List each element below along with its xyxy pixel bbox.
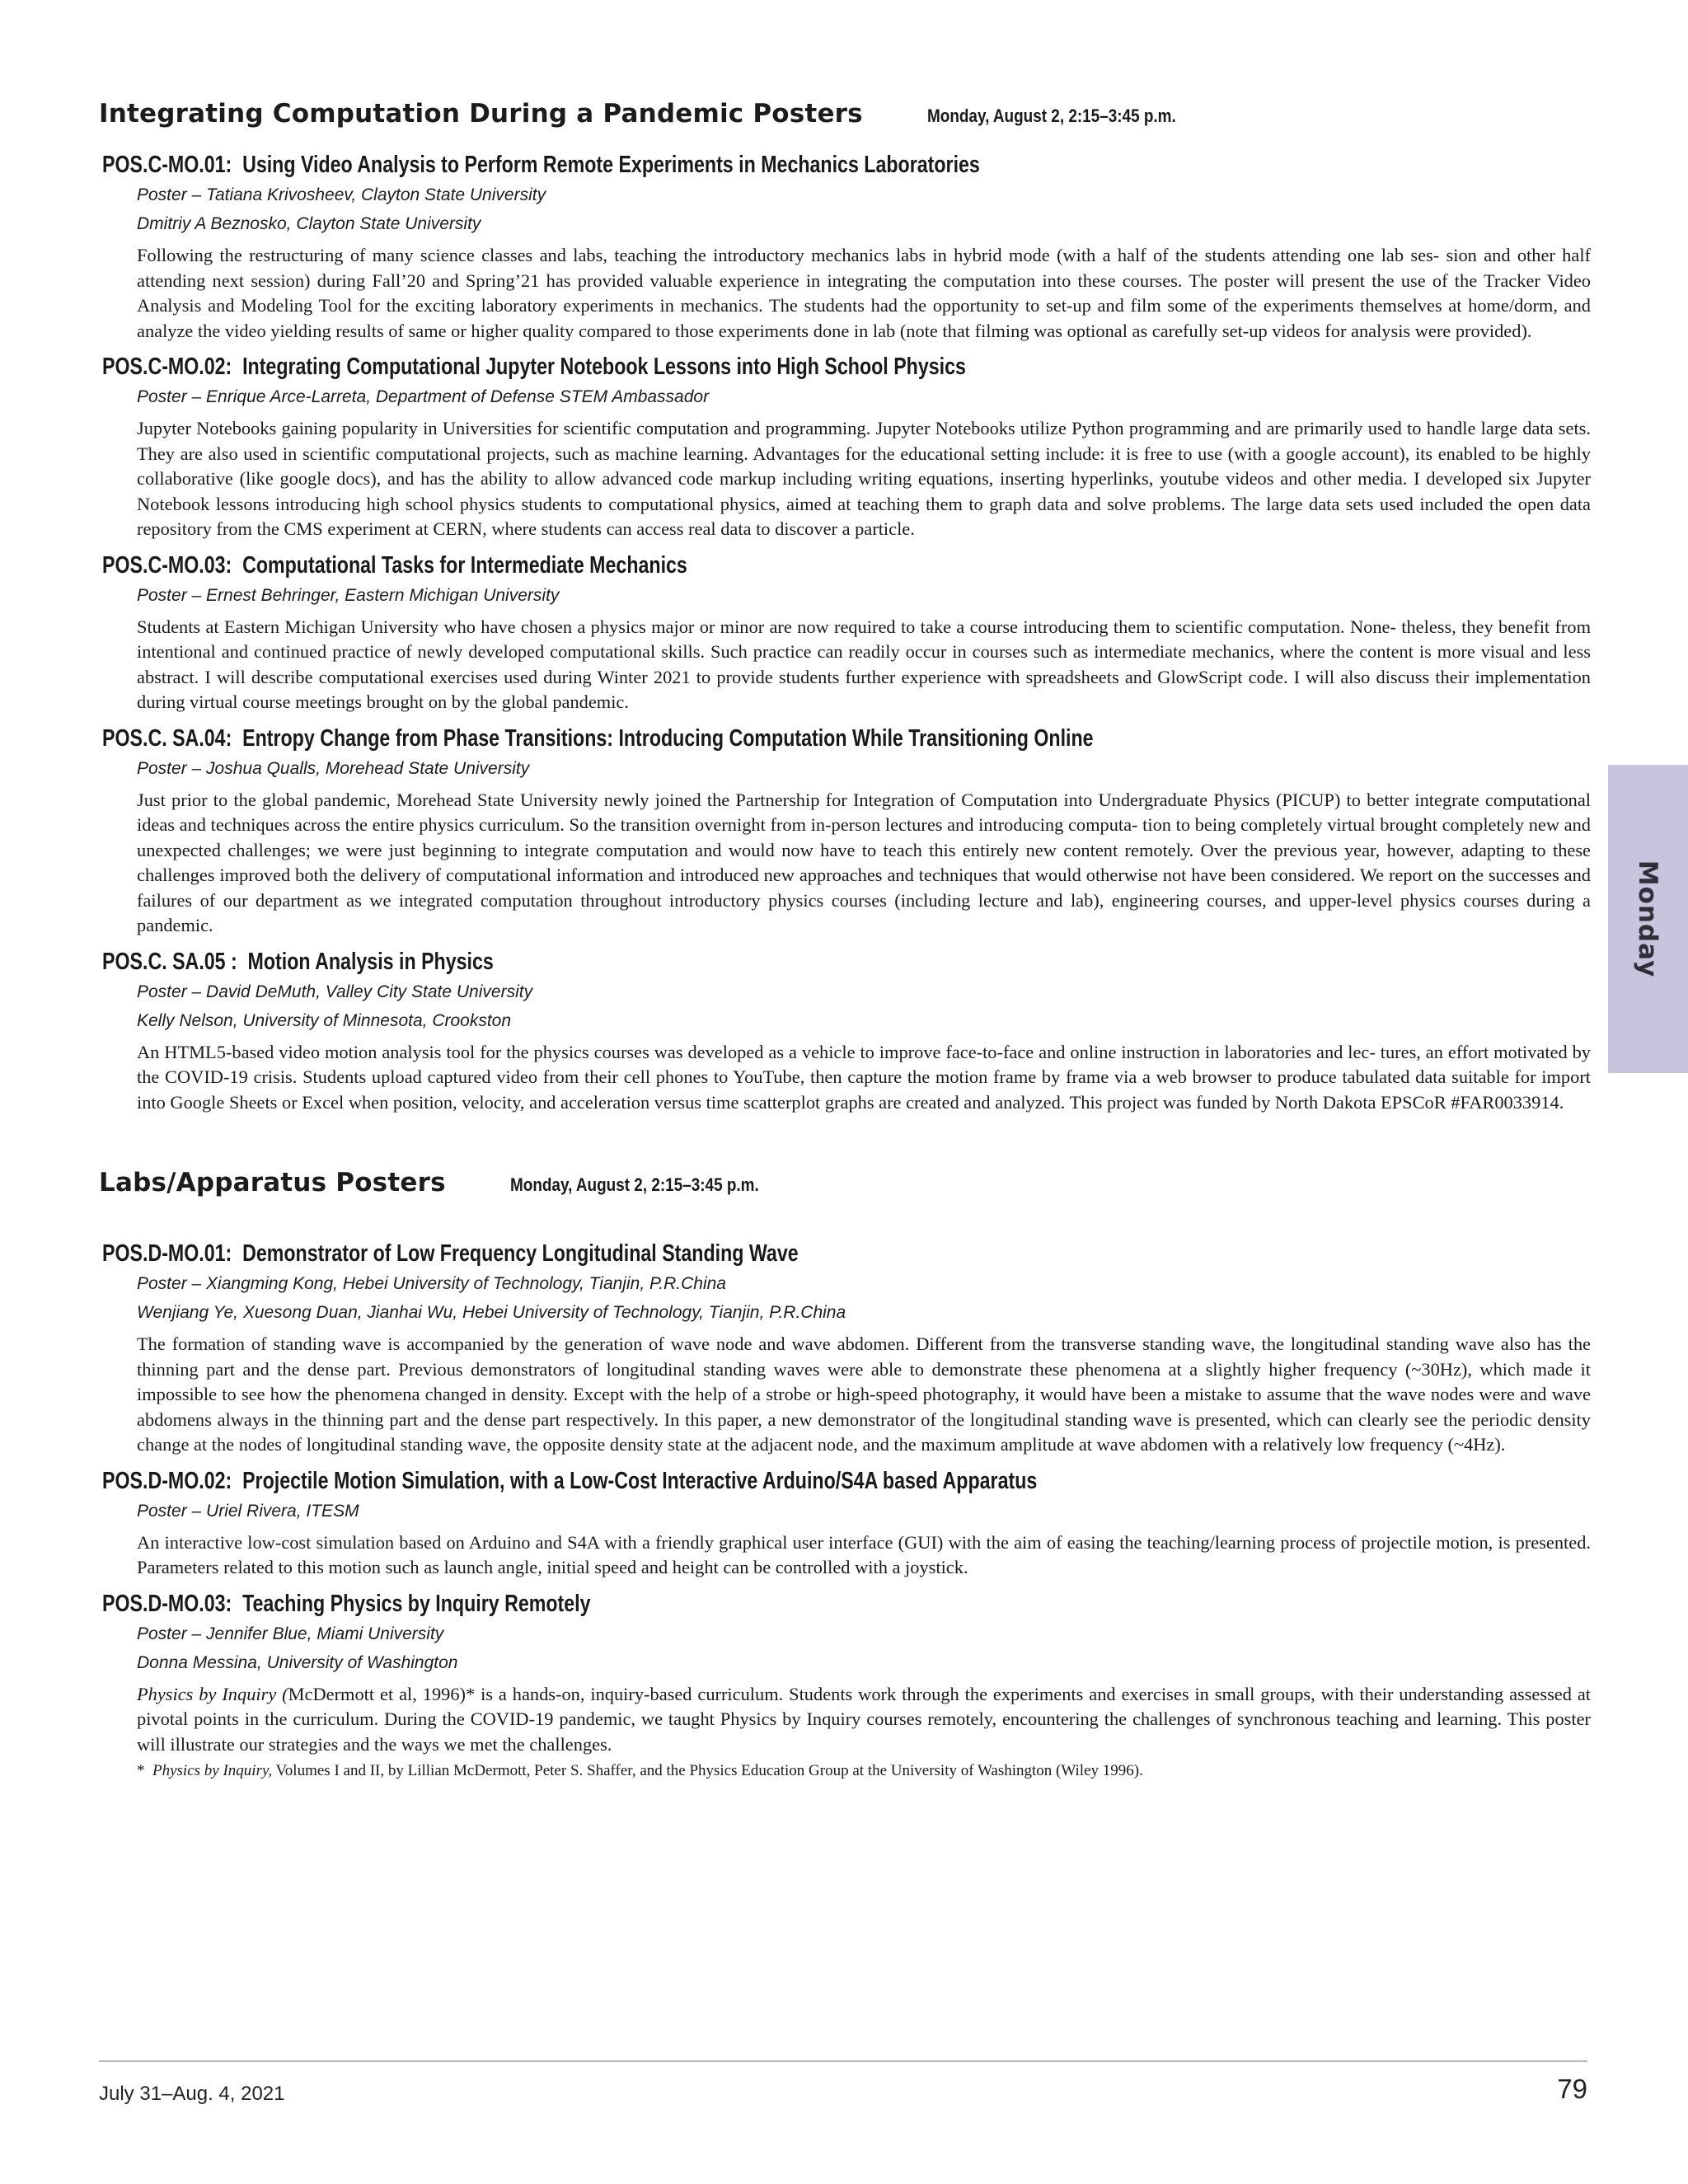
abstract-code: POS.C. SA.04:: [102, 724, 232, 752]
author: Dmitriy A Beznosko, Clayton State University: [137, 214, 481, 233]
abstract: [99, 1591, 1591, 1781]
abstract: [99, 949, 1591, 1116]
footer-date: July 31–Aug. 4, 2021: [99, 2083, 285, 2105]
section-spacer: [99, 1125, 1591, 1168]
footnote-italic: Physics by Inquiry,: [152, 1762, 273, 1779]
abstract-code: POS.D-MO.01:: [102, 1240, 232, 1267]
abstract-title: [102, 1468, 1293, 1495]
author: Poster – Jennifer Blue, Miami University: [137, 1624, 444, 1643]
section-header: [99, 99, 1591, 129]
abstract: [99, 354, 1591, 542]
abstract-body-text: McDermott et al, 1996)* is a hands-on, inquiry-based curriculum. Students work through the experiments and exercises in small groups, with their understanding assessed at pivotal points in the curriculum. During the COVID-19 pandemic, we taught Physics by Inquiry courses remotely, encountering the challenges of synchronous teaching and learning. This poster will illustrate our strategies and the ways we met the challenges.: [137, 1683, 1591, 1755]
abstract-body: Just prior to the global pandemic, Morehead State University newly joined the Partnership for Integration of Computation into Undergraduate Physics (PICUP) to better integrate computational ideas and techniques across the entire physics curriculum. So the transition overnight from in-person lectures and introducing computa- tion to being completely virtual brought completely new and unexpected challenges; we were just beginning to integrate computation and would now have to teach this entirely new content remotely. Over the previous year, however, adapting to these challenges improved both the delivery of computational information and introduced new approaches and techniques that would otherwise not have been considered. We report on the successes and failures of our department as we integrated computation throughout introductory physics courses (including lecture and lab), engineering courses, and upper-level physics courses during a pandemic.: [137, 789, 1591, 935]
day-side-tab: [1608, 765, 1688, 1073]
abstract-body: Jupyter Notebooks gaining popularity in Universities for scientific computation and programming. Jupyter Notebooks utilize Python programming and are primarily used to handle large data sets. They are also used in scientific computational projects, such as machine learning. Advantages for the educational setting include: it is free to use (with a google account), its enabled to be highly collaborative (like google docs), and has the ability to allow advanced code markup including writing equations, inserting hyperlinks, youtube videos and other media. I developed six Jupyter Notebook lessons introducing high school physics students to computational physics, aimed at teaching them to graph data and solve problems. The large data sets used included the open data repository from the CMS experiment at CERN, where students can access real data to discover a particle.: [137, 418, 1591, 539]
abstract-code: POS.D-MO.03:: [102, 1590, 232, 1617]
author: Kelly Nelson, University of Minnesota, Crookston: [137, 1010, 512, 1030]
abstract-body: Following the restructuring of many science classes and labs, teaching the introductory mechanics labs in hybrid mode (with a half of the students attending one lab ses- sion and other half attending next session) during Fall’20 and Spring’21 has provided valuable experience in integrating the computation into these courses. The poster will present the use of the Tracker Video Analysis and Modeling Tool for the exciting laboratory experiments in mechanics. The students had the opportunity to set-up and film some of the experiments themselves at home/dorm, and analyze the video yielding results of same or higher quality compared to those experiments done in lab (note that filming was optional as carefully set-up videos for analysis were provided).: [137, 245, 1591, 341]
abstract-body: [137, 1682, 1591, 1758]
author: Poster – Uriel Rivera, ITESM: [137, 1501, 359, 1521]
page-number: 79: [1557, 2074, 1587, 2104]
footnote: [137, 1762, 1591, 1780]
section-header: [99, 1168, 1591, 1197]
abstract-title-text: Using Video Analysis to Perform Remote Experiments in Mechanics Laboratories: [242, 152, 980, 178]
abstract-title: [102, 1591, 1293, 1618]
abstract-title: [102, 1240, 1293, 1268]
abstract: [99, 1468, 1591, 1581]
author: Poster – Tatiana Krivosheev, Clayton State University: [137, 185, 546, 204]
abstract-body: An interactive low-cost simulation based on Arduino and S4A with a friendly graphical user interface (GUI) with the aim of easing the teaching/learning process of projectile motion, is presented. Parameters related to this motion such as launch angle, initial speed and height can be controlled with a joystick.: [137, 1531, 1591, 1577]
abstract-body: An HTML5-based video motion analysis tool for the physics courses was developed as a vehicle to improve face-to-face and online instruction in laboratories and lec- tures, an effort motivated by the COVID-19 crisis. Students upload captured video from their cell phones to YouTube, then capture the motion frame by frame via a web browser to produce tabulated data suitable for import into Google Sheets or Excel when position, velocity, and acceleration versus time scatterplot graphs are created and analyzed. This project was funded by North Dakota EPSCoR #FAR0033914.: [137, 1041, 1591, 1113]
abstract-body-italic: Physics by Inquiry (: [137, 1683, 288, 1704]
author: Poster – Ernest Behringer, Eastern Michigan University: [137, 585, 560, 605]
abstract-code: POS.C-MO.01:: [102, 152, 232, 178]
abstract: [99, 725, 1591, 939]
footnote-mark: *: [137, 1762, 145, 1779]
footer-divider: [99, 2060, 1587, 2062]
section-spacer: [99, 1221, 1591, 1240]
section-title: Labs/Apparatus Posters: [99, 1168, 446, 1197]
abstract-title: [102, 552, 1293, 579]
abstract-title-text: Motion Analysis in Physics: [247, 948, 494, 975]
abstract: [99, 152, 1591, 344]
abstract-title: [102, 949, 1293, 976]
abstract-body: The formation of standing wave is accompanied by the generation of wave node and wave abdomen. Different from the transverse standing wave, the longitudinal standing wave also has the thinning part and the dense part. Previous demonstrators of longitudinal standing waves were able to demonstrate these phenomena at a slightly higher frequency (~30Hz), which made it impossible to see how the phenomena changed in density. Except with the help of a strobe or high-speed photography, it would have been a mistake to assume that the wave nodes were and wave abdomens always in the thinning part and the dense part respectively. In this paper, a new demonstrator of the longitudinal standing wave is presented, which can clearly see the periodic density change at the nodes of longitudinal standing wave, the opposite density state at the adjacent node, and the maximum amplitude at wave abdomen with a relatively low frequency (~4Hz).: [137, 1333, 1591, 1455]
author: Donna Messina, University of Washington: [137, 1652, 458, 1672]
author: Poster – David DeMuth, Valley City State University: [137, 982, 533, 1001]
abstract: [99, 552, 1591, 715]
author: Poster – Joshua Qualls, Morehead State University: [137, 758, 530, 778]
page-content: [99, 99, 1591, 1790]
author: Poster – Enrique Arce-Larreta, Department of Defense STEM Ambassador: [137, 387, 710, 406]
author: Poster – Xiangming Kong, Hebei University of Technology, Tianjin, P.R.China: [137, 1274, 726, 1293]
abstract: [99, 1240, 1591, 1458]
abstract-title-text: Computational Tasks for Intermediate Mechanics: [242, 551, 687, 579]
footnote-text: Volumes I and II, by Lillian McDermott, Peter S. Shaffer, and the Physics Education Group at the University of Washington (Wiley 1996).: [275, 1762, 1143, 1779]
section-time: Monday, August 2, 2:15–3:45 p.m.: [509, 1174, 759, 1195]
abstract-title: [102, 152, 1293, 179]
section-time: Monday, August 2, 2:15–3:45 p.m.: [926, 105, 1176, 126]
abstract-code: POS.D-MO.02:: [102, 1467, 232, 1494]
abstract-title-text: Teaching Physics by Inquiry Remotely: [242, 1590, 591, 1617]
abstract-title-text: Entropy Change from Phase Transitions: Introducing Computation While Transitioning Online: [242, 724, 1094, 752]
abstract-code: POS.C. SA.05 :: [102, 948, 237, 975]
abstract-title-text: Demonstrator of Low Frequency Longitudinal Standing Wave: [242, 1240, 799, 1267]
abstract-code: POS.C-MO.03:: [102, 551, 232, 579]
abstract-title: [102, 725, 1293, 752]
abstract-title-text: Projectile Motion Simulation, with a Low-Cost Interactive Arduino/S4A based Apparatus: [242, 1467, 1038, 1494]
abstract-title-text: Integrating Computational Jupyter Notebook Lessons into High School Physics: [242, 354, 966, 380]
abstract-body: Students at Eastern Michigan University who have chosen a physics major or minor are now required to take a course introducing them to scientific computation. None- theless, they benefit from intentional and continued practice of newly developed computational skills. Such practice can readily occur in courses such as intermediate mechanics, where the content is more visual and less abstract. I will describe computational exercises used during Winter 2021 to provide students further experience with spreadsheets and GlowScript code. I will also discuss their implementation during virtual course meetings brought on by the global pandemic.: [137, 616, 1591, 712]
side-tab-label: Monday: [1633, 860, 1662, 978]
section-title: Integrating Computation During a Pandemic Posters: [99, 99, 863, 129]
author: Wenjiang Ye, Xuesong Duan, Jianhai Wu, Hebei University of Technology, Tianjin, P.R.China: [137, 1303, 846, 1322]
abstract-code: POS.C-MO.02:: [102, 354, 232, 380]
abstract-title: [102, 354, 1293, 381]
